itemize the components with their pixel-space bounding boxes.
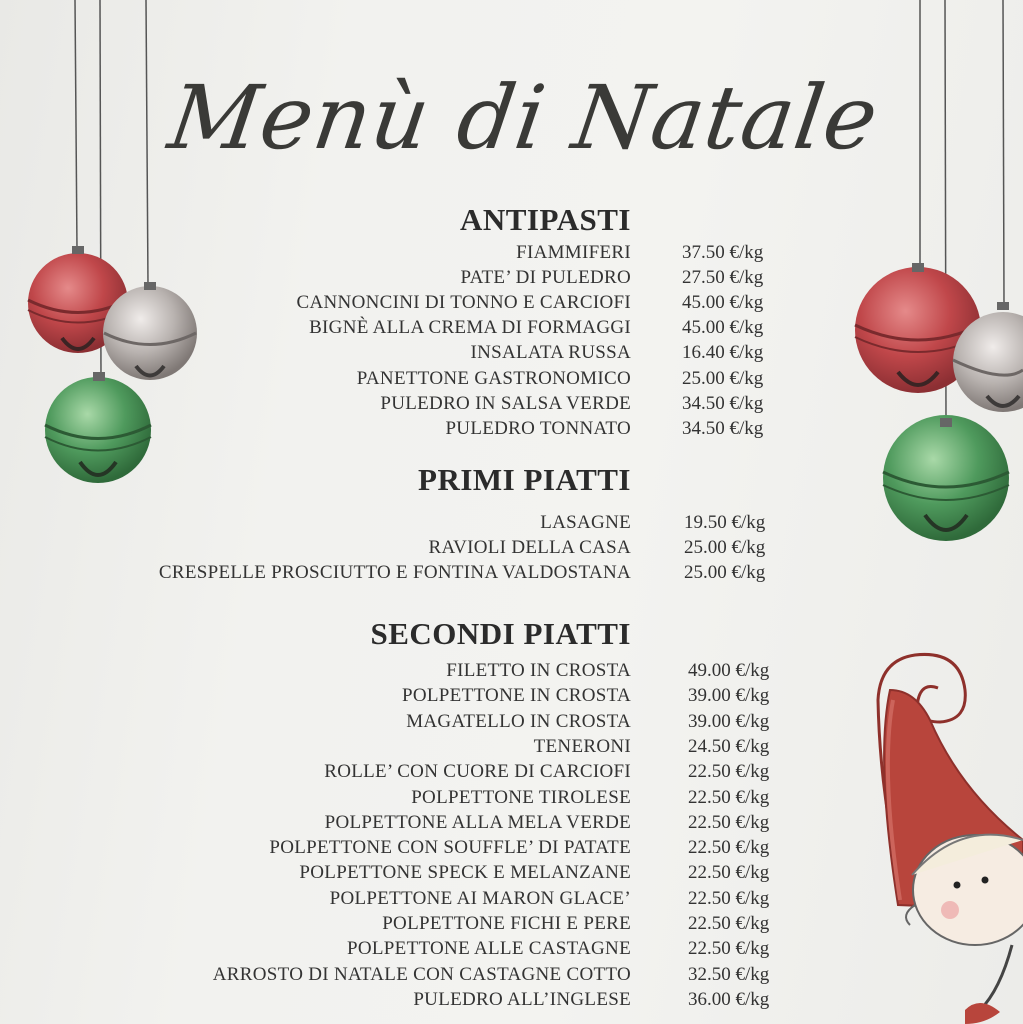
menu-item [0,660,1023,685]
section-title: PRIMI PIATTI [418,462,631,497]
menu-item-name: PANETTONE GASTRONOMICO [356,368,631,389]
menu-title: Menù di Natale [162,66,885,169]
section-title: ANTIPASTI [459,202,631,237]
menu-item-price: 22.50 €/kg [688,938,770,959]
menu-item-name: PULEDRO ALL’INGLESE [413,989,631,1010]
menu-item [0,938,1023,963]
menu-item-price: 22.50 €/kg [688,761,770,782]
menu-item-price: 34.50 €/kg [682,393,764,414]
menu-item-name: ARROSTO DI NATALE CON CASTAGNE COTTO [212,964,631,985]
menu-item [0,368,1023,393]
menu-item [0,685,1023,710]
menu-item-price: 22.50 €/kg [688,837,770,858]
menu-item-name: POLPETTONE AI MARON GLACE’ [329,888,631,909]
menu-item-price: 37.50 €/kg [682,242,764,263]
menu-item [0,342,1023,367]
menu-item [0,242,1023,267]
menu-item-name: PULEDRO TONNATO [445,418,631,439]
menu-item [0,888,1023,913]
menu-item [0,512,1023,537]
menu-item-price: 27.50 €/kg [682,267,764,288]
menu-item [0,317,1023,342]
menu-item-price: 39.00 €/kg [688,711,770,732]
menu-item-name: MAGATELLO IN CROSTA [406,711,631,732]
menu-item-name: POLPETTONE IN CROSTA [402,685,631,706]
menu-item-price: 22.50 €/kg [688,812,770,833]
menu-item-name: TENERONI [533,736,631,757]
menu-item [0,418,1023,443]
menu-item-name: INSALATA RUSSA [470,342,631,363]
menu-item-price: 32.50 €/kg [688,964,770,985]
menu-item-price: 19.50 €/kg [684,512,766,533]
menu-item-price: 25.00 €/kg [684,537,766,558]
menu-item-price: 49.00 €/kg [688,660,770,681]
menu-item-price: 22.50 €/kg [688,862,770,883]
menu-item-name: PULEDRO IN SALSA VERDE [380,393,631,414]
menu-item-name: PATE’ DI PULEDRO [460,267,631,288]
menu-item-price: 24.50 €/kg [688,736,770,757]
menu-item-price: 36.00 €/kg [688,989,770,1010]
menu-item [0,837,1023,862]
menu-item-name: BIGNÈ ALLA CREMA DI FORMAGGI [309,317,631,338]
menu-item-price: 25.00 €/kg [684,562,766,583]
menu-item [0,393,1023,418]
menu-item-price: 45.00 €/kg [682,292,764,313]
menu-item-name: CRESPELLE PROSCIUTTO E FONTINA VALDOSTANA [158,562,631,583]
menu-item-name: POLPETTONE FICHI E PERE [382,913,631,934]
menu-item-name: FIAMMIFERI [516,242,631,263]
menu-item-name: POLPETTONE SPECK E MELANZANE [299,862,631,883]
menu-item [0,537,1023,562]
menu-item [0,862,1023,887]
menu-item-name: LASAGNE [540,512,631,533]
menu-item-price: 39.00 €/kg [688,685,770,706]
menu-item-name: POLPETTONE ALLE CASTAGNE [347,938,631,959]
menu-item [0,292,1023,317]
menu-item-name: ROLLE’ CON CUORE DI CARCIOFI [324,761,631,782]
menu-item [0,964,1023,989]
menu-item [0,736,1023,761]
menu-item-price: 16.40 €/kg [682,342,764,363]
menu-item-price: 45.00 €/kg [682,317,764,338]
menu-item-name: POLPETTONE ALLA MELA VERDE [324,812,631,833]
menu-item-price: 25.00 €/kg [682,368,764,389]
menu-item-name: FILETTO IN CROSTA [446,660,631,681]
menu-item [0,989,1023,1014]
menu-item-name: RAVIOLI DELLA CASA [428,537,631,558]
menu-item [0,787,1023,812]
menu-item-name: CANNONCINI DI TONNO E CARCIOFI [296,292,631,313]
menu-item [0,913,1023,938]
menu-item-price: 34.50 €/kg [682,418,764,439]
section-title: SECONDI PIATTI [370,616,631,651]
menu-item-name: POLPETTONE TIROLESE [411,787,631,808]
menu-item-price: 22.50 €/kg [688,888,770,909]
menu-item [0,562,1023,587]
menu-item [0,711,1023,736]
menu-item [0,812,1023,837]
menu-item-price: 22.50 €/kg [688,913,770,934]
menu-item [0,267,1023,292]
menu-item-price: 22.50 €/kg [688,787,770,808]
menu-item-name: POLPETTONE CON SOUFFLE’ DI PATATE [269,837,631,858]
menu-item [0,761,1023,786]
